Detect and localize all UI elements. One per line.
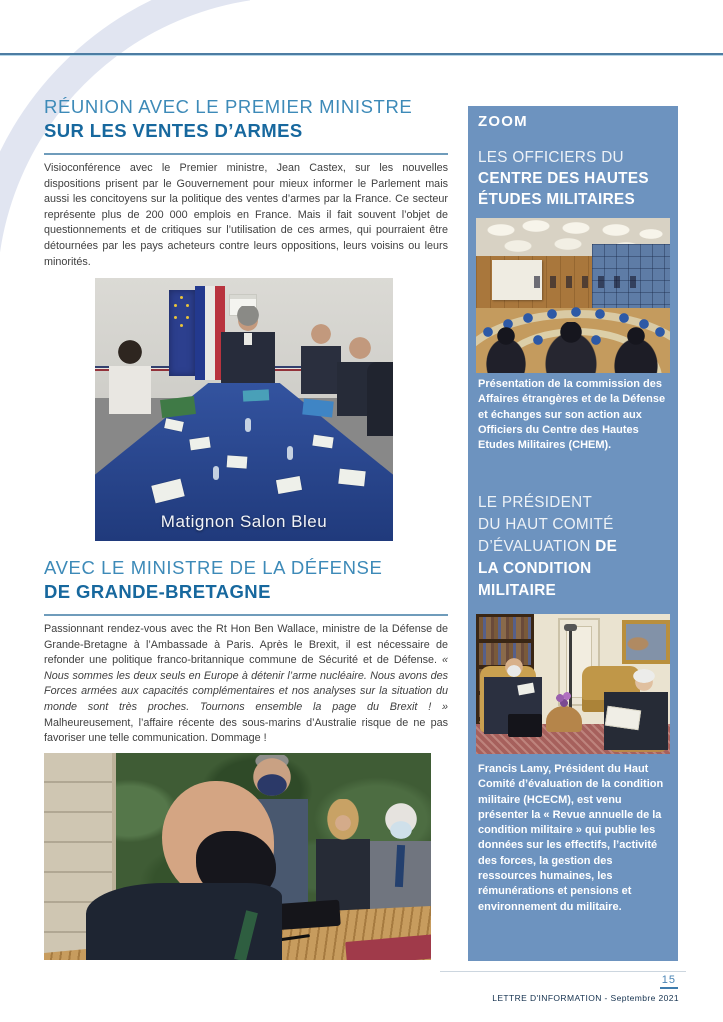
heading-line: CENTRE DES HAUTES <box>478 170 649 187</box>
photo-figure <box>316 799 370 914</box>
eu-flag-icon <box>169 290 195 376</box>
heading-line: LE PRÉSIDENT <box>478 494 593 511</box>
photo-figure <box>221 306 275 388</box>
zoom-caption-1: Présentation de la commission des Affaires étrangères et de la Défense et échanges sur son action aux Officiers du Centre des Hautes Etudes Militaires (CHEM). <box>478 378 666 452</box>
briefcase <box>508 714 542 737</box>
photo-fragment <box>287 446 293 460</box>
article-2-body-lead: Passionnant rendez-vous avec the Rt Hon Ben Wallace, ministre de la Défense de Grande-Bretagne à l’Ambassade à Paris. Après le Brexit, il est nécessaire de refonder une politique franco-britannique commune de Sécurité et de Défense. <box>44 623 448 667</box>
footer-text: LETTRE D'INFORMATION - Septembre 2021 <box>492 993 679 1003</box>
photo-fragment <box>243 389 270 401</box>
heading-line: MILITAIRE <box>478 582 557 599</box>
article-1-body: Visioconférence avec le Premier ministre, Jean Castex, sur les nouvelles dispositions prisent par le Gouvernement pour mieux informer le Parlement mais aussi les concitoyens sur la politique des ventes d’armes par la France. Ce secteur représente plus de 200 000 emplois en France. Mais il fait souvent l’objet de questionnements et de critiques sur l’utilisation de ces armes, qui pourraient être détournées par les pays acheteurs contre leurs oppositions, leurs voisins ou leurs minorités. <box>44 162 448 268</box>
flower-bouquet <box>554 692 574 708</box>
francis-lamy-office-photo <box>476 614 670 754</box>
page-number: 15 <box>660 974 678 989</box>
photo-fragment <box>227 455 248 468</box>
chem-committee-room-photo <box>476 218 670 373</box>
photo-figure <box>109 340 151 414</box>
article-2-title-line2: DE GRANDE-BRETAGNE <box>44 581 271 602</box>
photo-caption-overlay: Matignon Salon Bleu <box>160 512 328 531</box>
matignon-meeting-photo <box>95 278 393 541</box>
article-2-body <box>44 622 448 747</box>
article-2-title-line1: AVEC LE MINISTRE DE LA DÉFENSE <box>44 557 383 578</box>
article-2-rule <box>44 614 448 616</box>
article-1-title-line1: RÉUNION AVEC LE PREMIER MINISTRE <box>44 96 413 117</box>
photo-figure <box>367 362 393 436</box>
photo-fragment <box>302 398 334 417</box>
photo-fragment <box>546 706 582 732</box>
zoom-panel-label: ZOOM <box>478 113 528 130</box>
photo-figure <box>301 322 341 394</box>
article-2-title <box>44 556 454 604</box>
header-rule <box>0 53 723 56</box>
photo-fragment <box>213 466 219 480</box>
article-2-body-quote: « Nous sommes les deux seuls en Europe à détenir l’arme nucléaire. Nous avons des Forces armées aux capacités complémentaires et nos analyses sur la situation du monde sont très proches. Tournons ensemble la page du Brexit ! » <box>44 654 448 713</box>
photo-fragment <box>245 418 251 432</box>
zoom-sidebar-panel <box>468 106 678 961</box>
article-2-body-tail: Malheureusement, l’affaire récente des sous-marins d’Australie risque de ne pas favoriser une telle communication. Dommage ! <box>44 716 448 745</box>
photo-fragment <box>338 469 365 487</box>
zoom-caption-2: Francis Lamy, Président du Haut Comité d’évaluation de la condition militaire (HCECM), est venu présenter la « Revue annuelle de la condition militaire » qui publie les données sur les effectifs, l’activité des forces, la gestion des ressources humaines, les rémunérations et pensions et environnement du militaire. <box>478 763 664 913</box>
photo-fragment <box>534 276 646 288</box>
zoom-heading-2 <box>478 492 617 602</box>
ben-wallace-meeting-photo <box>44 753 431 960</box>
footer-rule <box>440 971 686 972</box>
photo-fragment <box>476 322 670 373</box>
heading-line: DE <box>595 538 618 555</box>
framed-painting <box>622 620 670 664</box>
zoom-heading-1 <box>478 147 649 210</box>
heading-line: ÉTUDES MILITAIRES <box>478 191 635 208</box>
article-1-title-line2: SUR LES VENTES D’ARMES <box>44 120 303 141</box>
photo-fragment <box>564 624 577 631</box>
article-1-rule <box>44 153 448 155</box>
heading-line: LES OFFICIERS DU <box>478 149 624 166</box>
article-1-title <box>44 95 454 143</box>
heading-line: DU HAUT COMITÉ <box>478 516 614 533</box>
heading-line: LA CONDITION <box>478 560 592 577</box>
heading-line: D’ÉVALUATION <box>478 538 596 555</box>
